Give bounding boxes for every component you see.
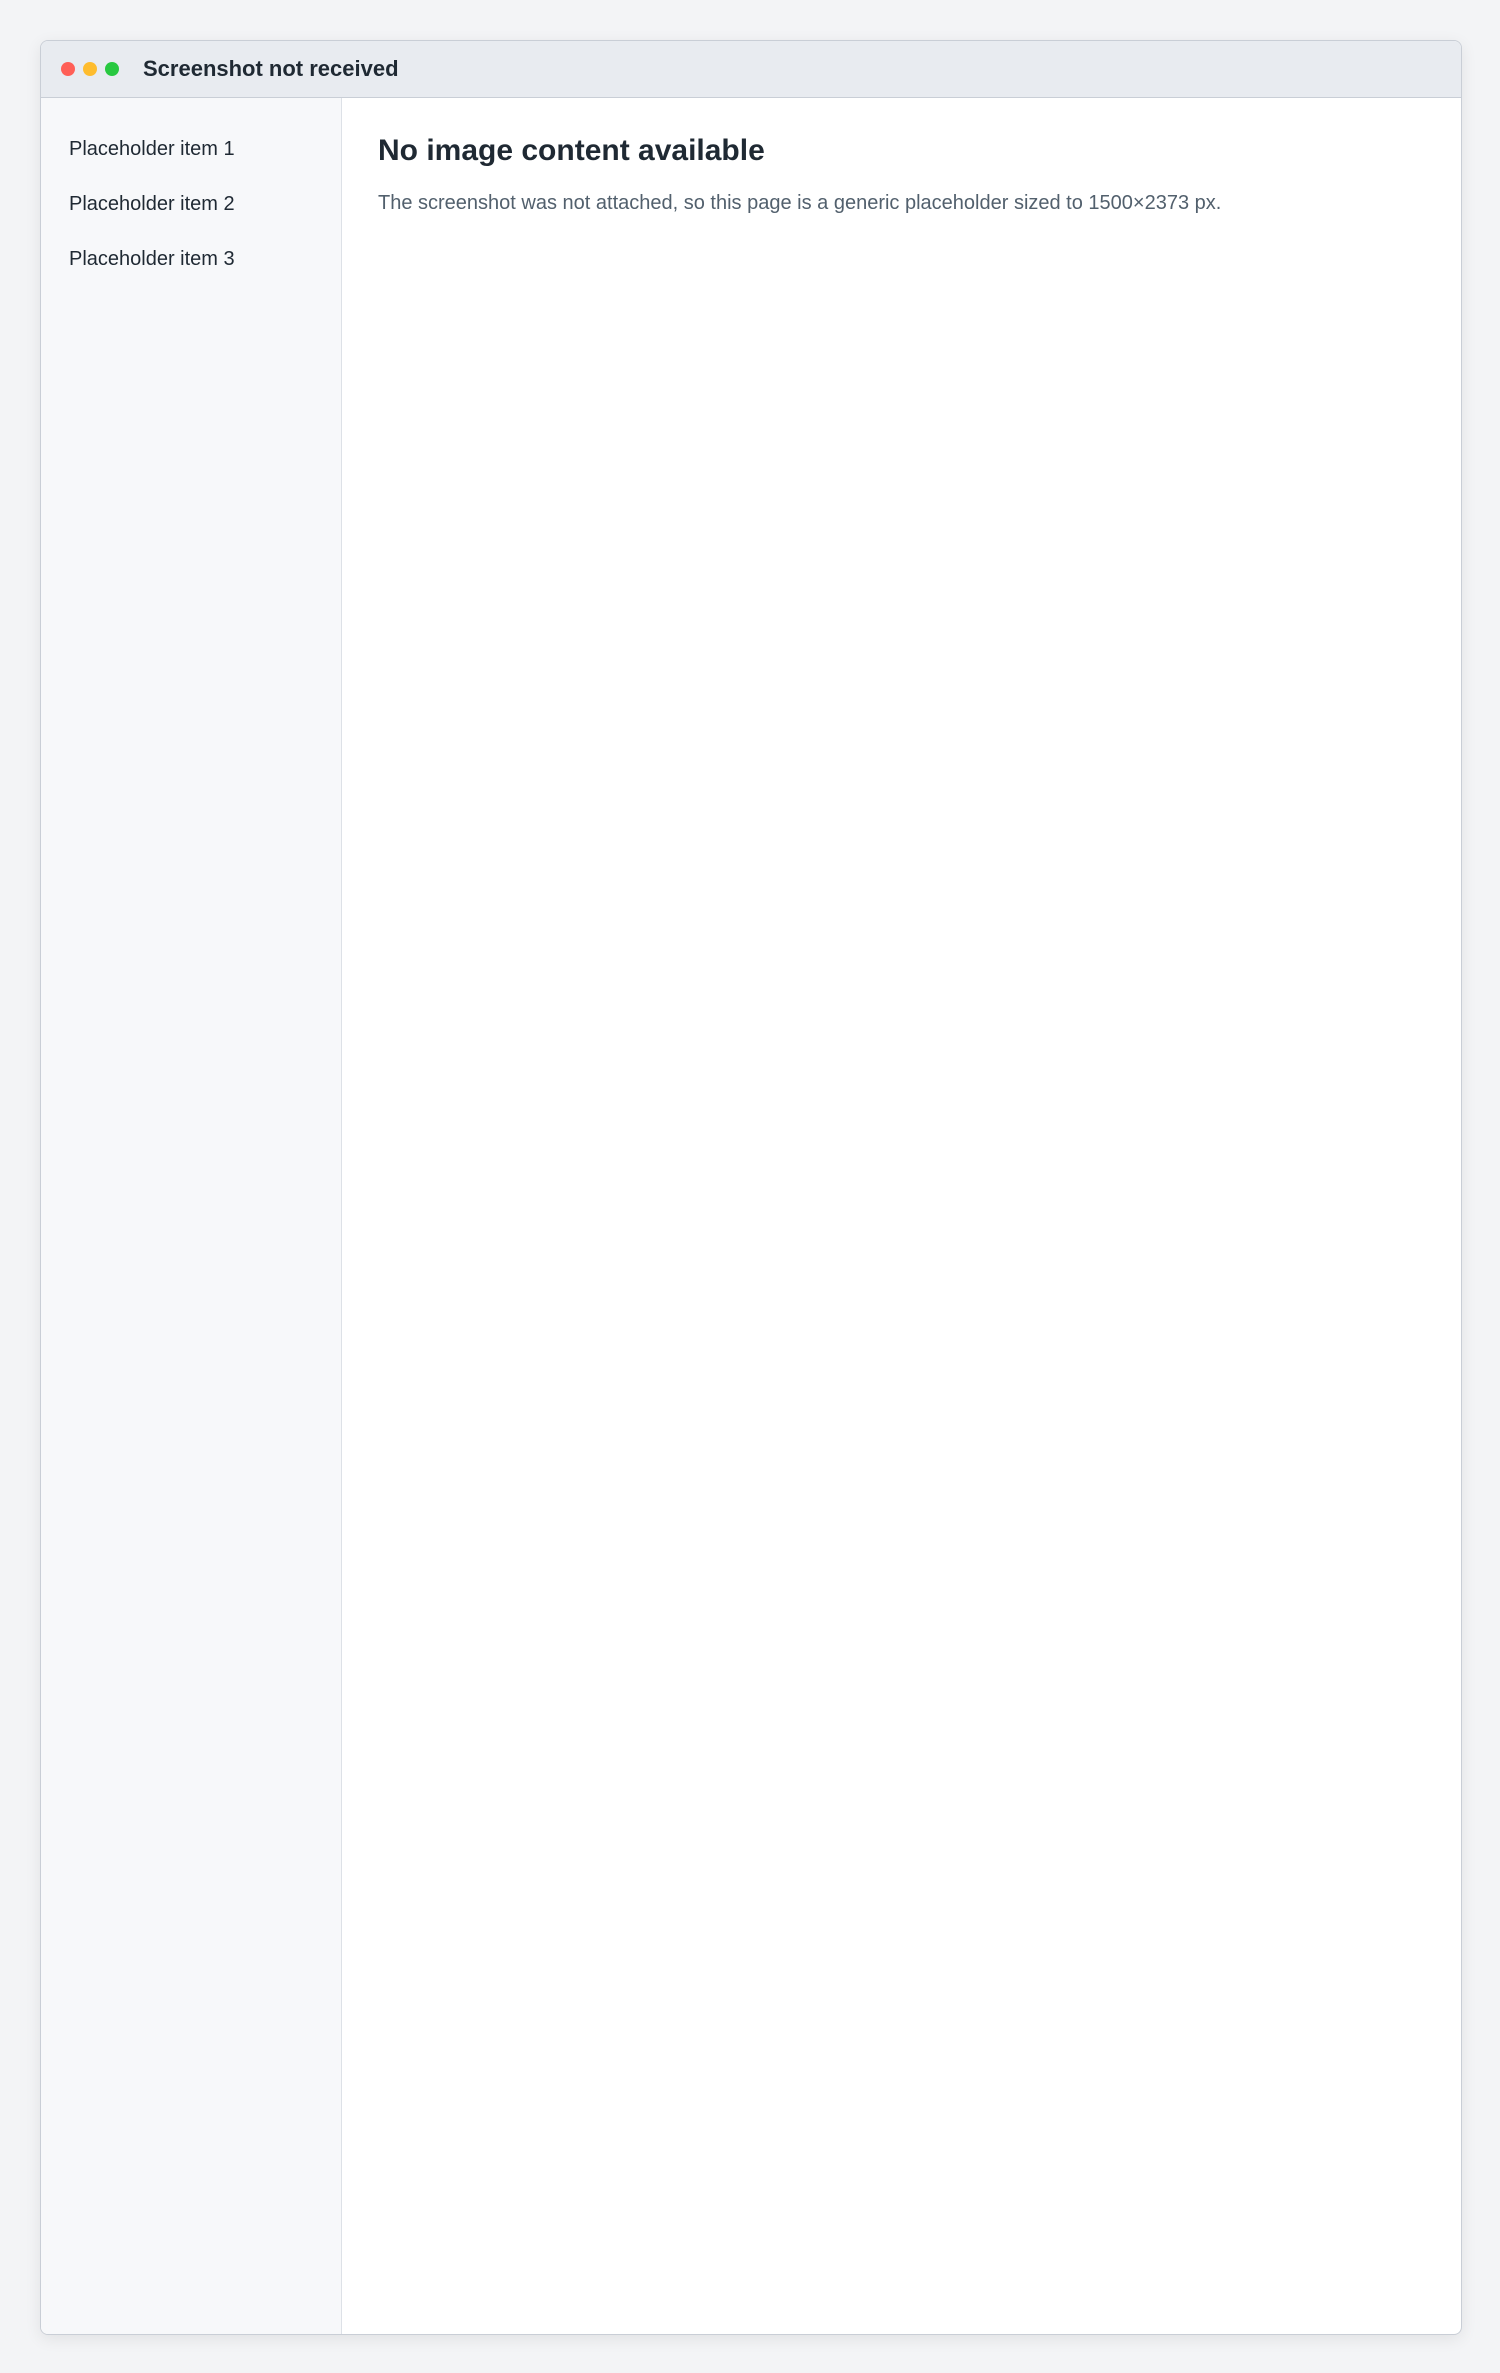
page-title: No image content available	[378, 134, 765, 167]
app-window	[40, 40, 1462, 2335]
title-bar	[41, 41, 1461, 98]
maximize-window-control[interactable]	[105, 62, 119, 76]
minimize-window-control[interactable]	[83, 62, 97, 76]
sidebar-item[interactable]: Placeholder item 1	[69, 138, 235, 160]
close-window-control[interactable]	[61, 62, 75, 76]
placeholder-notice: The screenshot was not attached, so this page is a generic placeholder sized to 1500×2373 px.	[378, 192, 1222, 214]
window-title: Screenshot not received	[143, 56, 399, 81]
main-content	[342, 98, 1461, 2335]
sidebar-item[interactable]: Placeholder item 2	[69, 193, 235, 215]
sidebar	[41, 98, 342, 2335]
sidebar-item[interactable]: Placeholder item 3	[69, 248, 235, 270]
